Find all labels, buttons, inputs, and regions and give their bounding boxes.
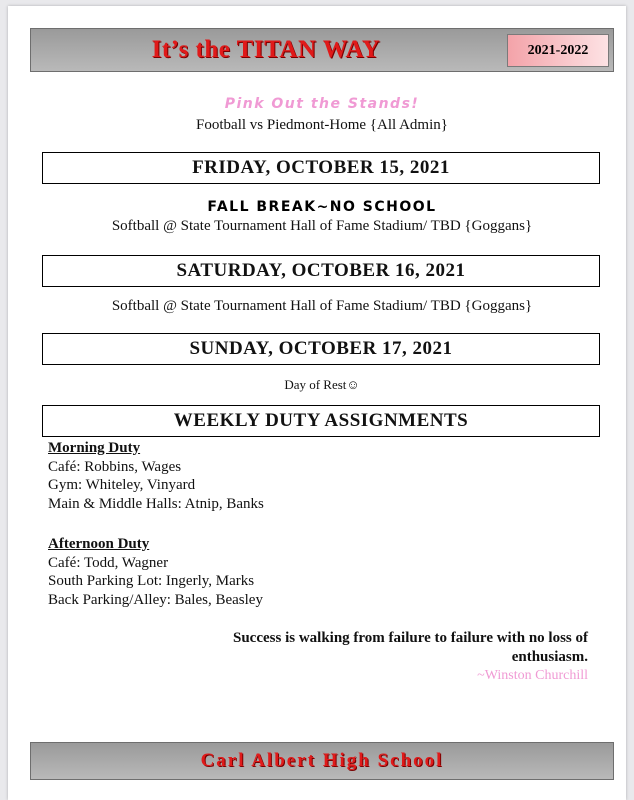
morning-duty-item: Café: Robbins, Wages — [48, 458, 182, 475]
school-year-badge: 2021-2022 — [507, 34, 609, 67]
quote-text — [108, 629, 588, 667]
weekly-duty-heading: WEEKLY DUTY ASSIGNMENTS — [42, 405, 600, 437]
document-page — [8, 6, 626, 800]
saturday-softball-line: Softball @ State Tournament Hall of Fame Stadium/ TBD {Goggans} — [111, 298, 533, 314]
pink-out-title: Pink Out the Stands! — [224, 96, 420, 112]
quote-line-1: Success is walking from failure to failure with no loss of — [232, 630, 588, 646]
afternoon-duty-item: Café: Todd, Wagner — [48, 554, 169, 571]
morning-duty-section — [48, 439, 608, 513]
footer-school-name: Carl Albert High School — [30, 742, 614, 780]
afternoon-duty-item: South Parking Lot: Ingerly, Marks — [48, 573, 255, 589]
header-title: It’s the TITAN WAY — [151, 36, 381, 63]
morning-duty-item: Gym: Whiteley, Vinyard — [48, 477, 196, 493]
morning-duty-item: Main & Middle Halls: Atnip, Banks — [48, 495, 264, 512]
day-of-rest-line: Day of Rest☺ — [284, 377, 360, 392]
quote-line-2: enthusiasm. — [511, 649, 588, 665]
saturday-heading: SATURDAY, OCTOBER 16, 2021 — [42, 255, 600, 287]
header-banner — [30, 28, 614, 72]
afternoon-duty-item: Back Parking/Alley: Bales, Beasley — [48, 591, 263, 608]
sunday-heading: SUNDAY, OCTOBER 17, 2021 — [42, 333, 600, 365]
fall-break-title: FALL BREAK~NO SCHOOL — [207, 199, 437, 215]
friday-softball-line: Softball @ State Tournament Hall of Fame Stadium/ TBD {Goggans} — [111, 218, 533, 234]
quote-author: ~Winston Churchill — [477, 668, 588, 683]
afternoon-duty-title: Afternoon Duty — [48, 536, 150, 552]
afternoon-duty-section — [48, 535, 608, 609]
friday-heading: FRIDAY, OCTOBER 15, 2021 — [42, 152, 600, 184]
football-event-line: Football vs Piedmont-Home {All Admin} — [196, 117, 448, 133]
morning-duty-title: Morning Duty — [48, 440, 141, 456]
